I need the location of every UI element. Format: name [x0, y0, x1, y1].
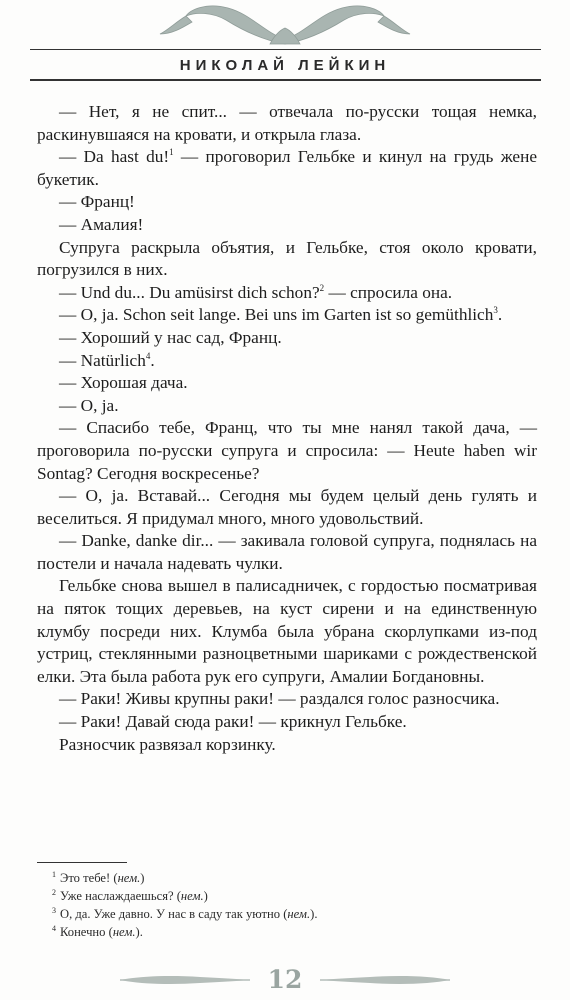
- page-number: 12: [267, 965, 303, 994]
- header-rule-top: [30, 49, 541, 50]
- paragraph: — Хороший у нас сад, Франц.: [59, 327, 282, 347]
- paragraph: — Natürlich$^4$.: [59, 350, 155, 370]
- footnote: $^3$ О, да. Уже давно. У нас в саду так уютно (нем.).: [52, 906, 318, 921]
- footnotes: [52, 869, 532, 941]
- paragraph: — O, ja.: [59, 395, 119, 415]
- paragraph: — Спасибо тебе, Франц, что ты мне нанял такой дача, — проговорила по-русски супруга и спросила: — Heute haben wir Sontag? Сегодня воскресенье?: [37, 418, 537, 483]
- paragraph: — O, ja. Вставай... Сегодня мы будем целый день гулять и веселиться. Я придумал много, много удовольствий.: [37, 486, 537, 528]
- footnote-ref: 1: [169, 147, 174, 158]
- paragraph: — Хорошая дача.: [59, 373, 188, 393]
- footnote-ref: 4: [145, 350, 151, 361]
- paragraph: — Danke, danke dir... — закивала головой супруга, поднялась на постели и начала надевать чулки.: [37, 531, 537, 573]
- footnote: $^1$ Это тебе! (нем.): [52, 870, 145, 885]
- paragraph: — Нет, я не спит... — отвечала по-русски тощая немка, раскинувшаяся на кровати, и открыла глаза.: [37, 102, 537, 144]
- footnote-separator: [37, 862, 127, 863]
- paragraph: — Da hast du!$^1$ — проговорил Гельбке и кинул на грудь жене букетик.: [37, 147, 537, 189]
- paragraph: Разносчик развязал корзинку.: [59, 734, 276, 754]
- header-rule-bottom: [30, 79, 541, 81]
- footnote-ref: 3: [493, 305, 498, 316]
- running-head: НИКОЛАЙ ЛЕЙКИН: [179, 57, 391, 74]
- footnote: $^2$ Уже наслаждаешься? (нем.): [52, 888, 208, 903]
- footnote-ref: 2: [319, 282, 325, 293]
- paragraph: — Und du... Du amüsirst dich schon?$^2$ — спросила она.: [59, 282, 453, 302]
- paragraph: — Амалия!: [59, 214, 144, 234]
- body-text: [37, 101, 537, 756]
- paragraph: — Франц!: [59, 192, 135, 212]
- paragraph: Гельбке снова вышел в палисадничек, с гордостью посматривая на пяток тощих деревьев, на куст сирени и на единственную клумбу посреди них. Клумба была убрана скорлупками из-под устриц, стеклянными разноцветными шариками с рождественской елки. Эта была работа рук его супруги, Амалии Богдановны.: [37, 576, 537, 686]
- top-ornament: [0, 0, 570, 60]
- paragraph: Супруга раскрыла объятия, и Гельбке, стоя около кровати, погрузился в них.: [37, 237, 537, 280]
- paragraph: — Раки! Живы крупны раки! — раздался голос разносчика.: [59, 689, 500, 709]
- footnote: $^4$ Конечно (нем.).: [52, 924, 143, 939]
- paragraph: — Раки! Давай сюда раки! — крикнул Гельбке.: [59, 712, 407, 732]
- paragraph: — O, ja. Schon seit lange. Bei uns im Garten ist so gemüthlich$^3$.: [59, 305, 503, 325]
